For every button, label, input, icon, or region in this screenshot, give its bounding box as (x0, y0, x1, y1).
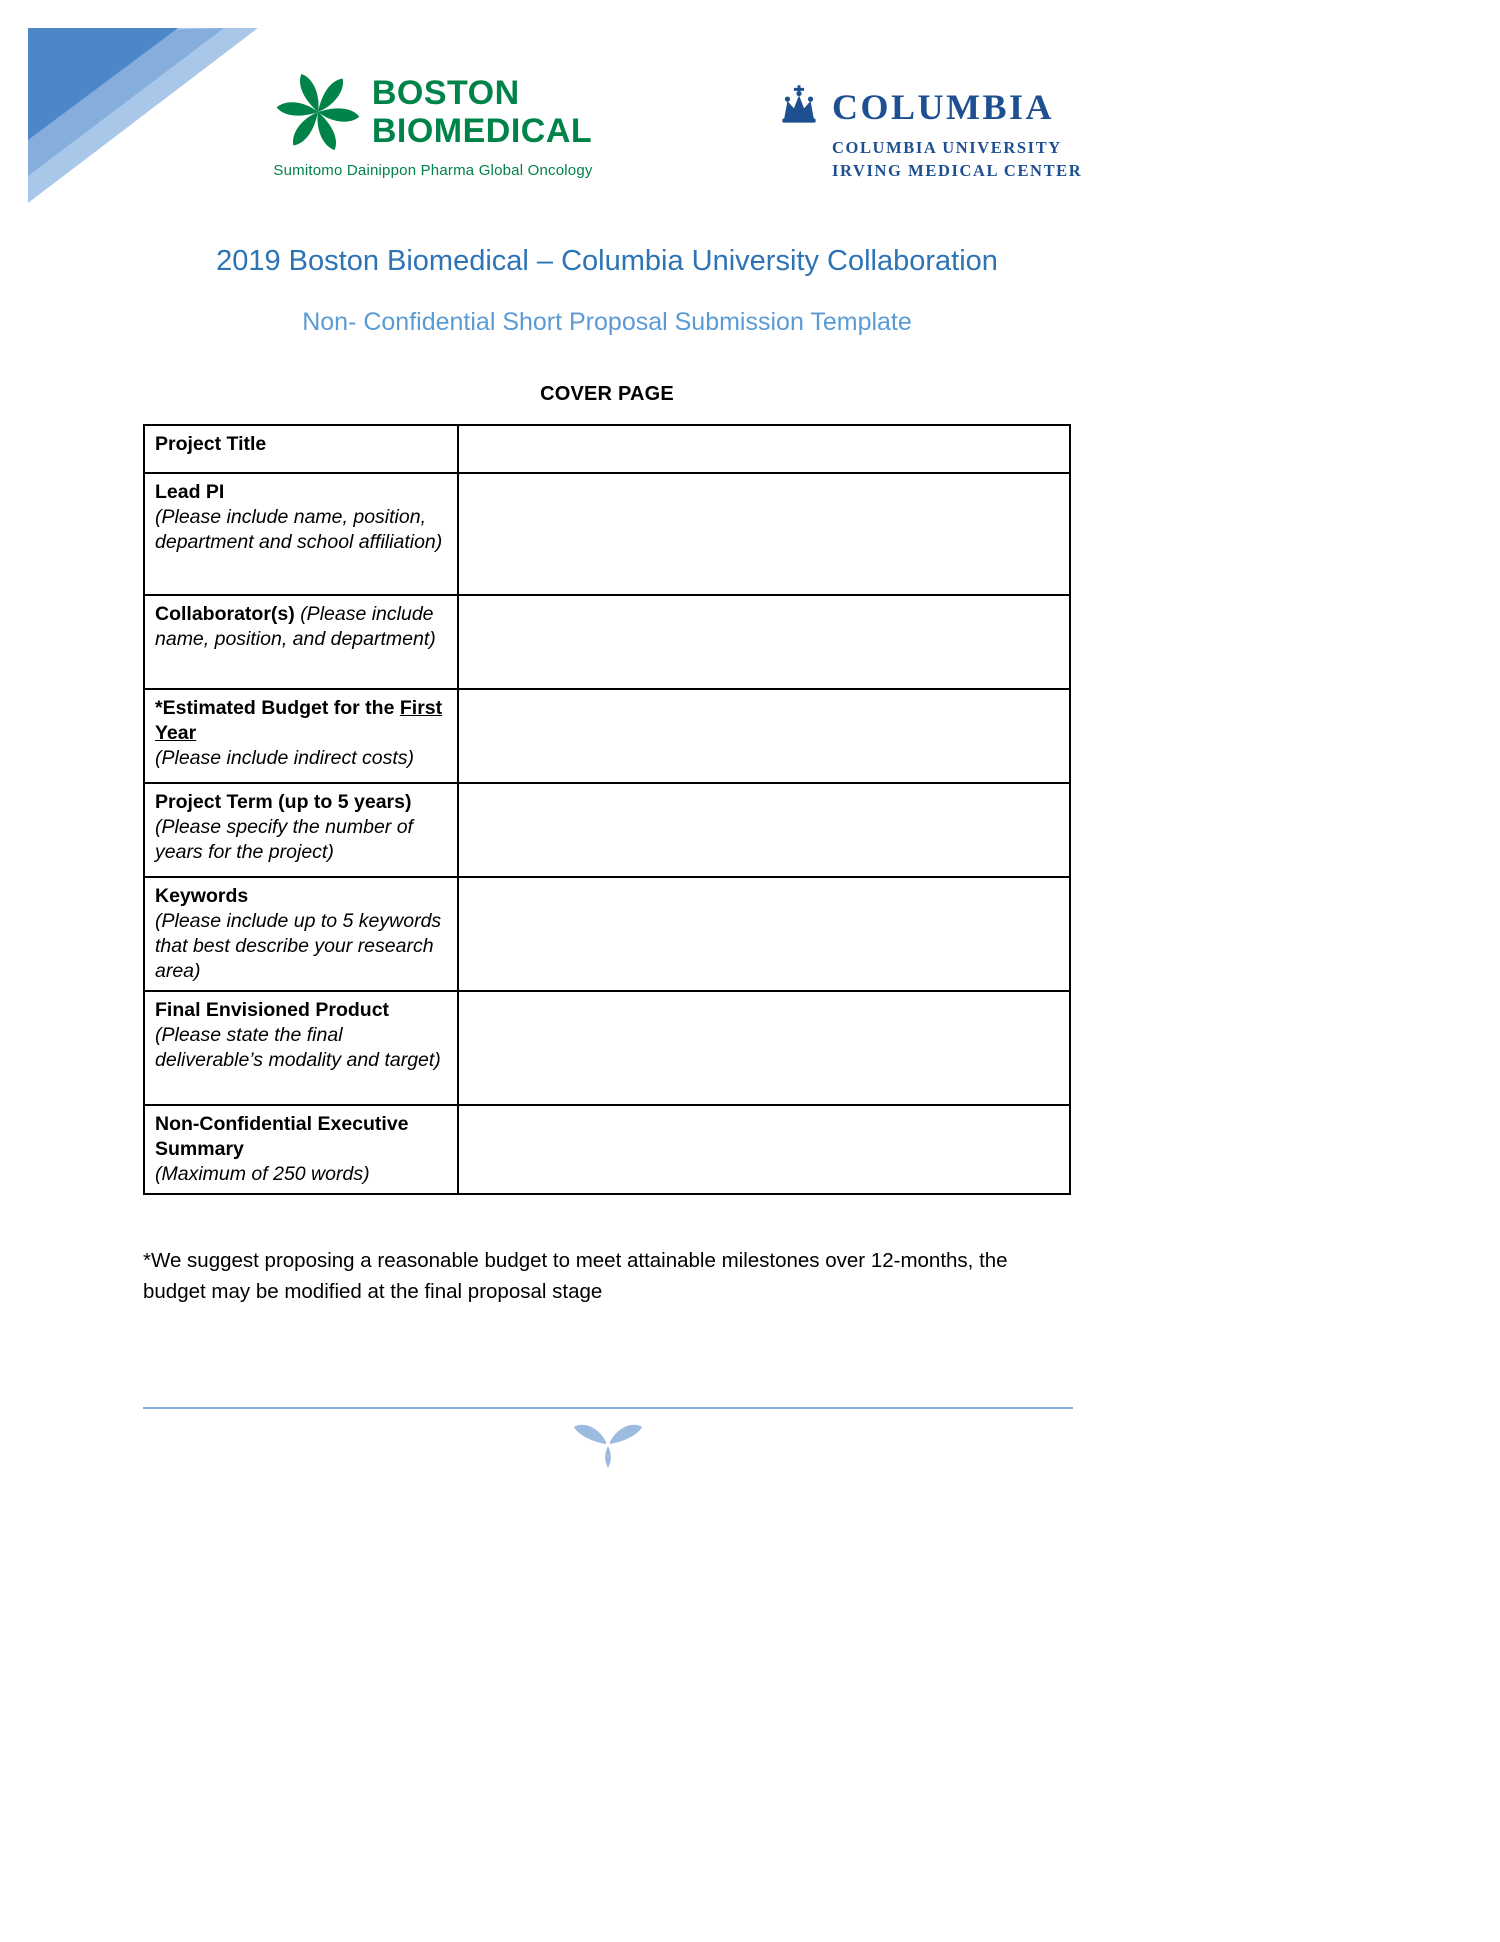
row-label-final-envisioned-product (144, 991, 458, 1105)
boston-wordmark-line2: BIOMEDICAL (371, 112, 593, 150)
label-text: Final Envisioned Product (155, 999, 390, 1021)
row-label-executive-summary (144, 1105, 458, 1194)
columbia-subline-university: COLUMBIA UNIVERSITY (832, 138, 1062, 157)
boston-biomedical-lockup (268, 68, 598, 156)
label-note: (Please include up to 5 keywords that best describe your research area) (155, 910, 442, 982)
label-text: Lead PI (155, 481, 225, 503)
table-row-keywords (144, 877, 1070, 991)
label-note: (Please include name, position, department and school affiliation) (155, 506, 443, 553)
document-content (143, 245, 1071, 1307)
row-label-keywords (144, 877, 458, 991)
cover-page-heading: COVER PAGE (540, 383, 674, 405)
table-row-collaborators (144, 595, 1070, 689)
pinwheel-flower-icon (274, 68, 362, 156)
columbia-sub-lockup (832, 136, 1082, 182)
label-text: Project Term (up to 5 years) (155, 791, 412, 813)
table-row-executive-summary (144, 1105, 1070, 1194)
field-project-title[interactable] (458, 425, 1070, 473)
corner-triangle-decoration-icon (28, 28, 258, 203)
boston-wordmark (372, 74, 592, 150)
document-subtitle: Non- Confidential Short Proposal Submission Template (302, 308, 912, 336)
field-final-envisioned-product[interactable] (458, 991, 1070, 1105)
table-row-final-envisioned-product (144, 991, 1070, 1105)
table-row-project-term (144, 783, 1070, 877)
label-text: Project Title (155, 433, 267, 455)
label-text: Collaborator(s) (155, 603, 295, 625)
row-label-project-title (144, 425, 458, 473)
row-label-lead-pi (144, 473, 458, 595)
cover-page-table (143, 424, 1071, 1195)
label-text: Non-Confidential Executive Summary (155, 1113, 409, 1160)
columbia-lockup (775, 85, 1082, 128)
footer-divider (143, 1407, 1073, 1409)
boston-wordmark-line1: BOSTON (371, 74, 520, 112)
row-label-project-term (144, 783, 458, 877)
table-row-project-title (144, 425, 1070, 473)
columbia-crown-icon (775, 85, 823, 128)
label-text: Keywords (155, 885, 249, 907)
columbia-wordmark: COLUMBIA (832, 86, 1055, 127)
label-note: (Maximum of 250 words) (155, 1163, 370, 1185)
row-label-estimated-budget (144, 689, 458, 783)
field-estimated-budget[interactable] (458, 689, 1070, 783)
label-text-prefix: *Estimated Budget for the (155, 697, 400, 719)
label-note: (Please include name, position, and department) (155, 603, 436, 650)
columbia-logo (775, 85, 1082, 182)
field-keywords[interactable] (458, 877, 1070, 991)
row-label-collaborators (144, 595, 458, 689)
footer-emblem-icon (570, 1416, 646, 1474)
field-lead-pi[interactable] (458, 473, 1070, 595)
field-collaborators[interactable] (458, 595, 1070, 689)
document-title: 2019 Boston Biomedical – Columbia University Collaboration (216, 245, 998, 277)
boston-tagline: Sumitomo Dainippon Pharma Global Oncology (273, 162, 593, 179)
label-text-underlined: First Year (155, 697, 443, 744)
label-note: (Please state the final deliverable’s modality and target) (155, 1024, 441, 1071)
field-executive-summary[interactable] (458, 1105, 1070, 1194)
label-note: (Please specify the number of years for the project) (155, 816, 413, 863)
table-row-estimated-budget (144, 689, 1070, 783)
budget-footnote: *We suggest proposing a reasonable budget to meet attainable milestones over 12-months, the budget may be modified at the final proposal stage (143, 1249, 1008, 1303)
table-row-lead-pi (144, 473, 1070, 595)
label-note: (Please include indirect costs) (155, 747, 415, 769)
field-project-term[interactable] (458, 783, 1070, 877)
boston-biomedical-logo (268, 68, 598, 179)
columbia-subline-medical-center: IRVING MEDICAL CENTER (832, 161, 1083, 180)
label-text (155, 696, 447, 746)
